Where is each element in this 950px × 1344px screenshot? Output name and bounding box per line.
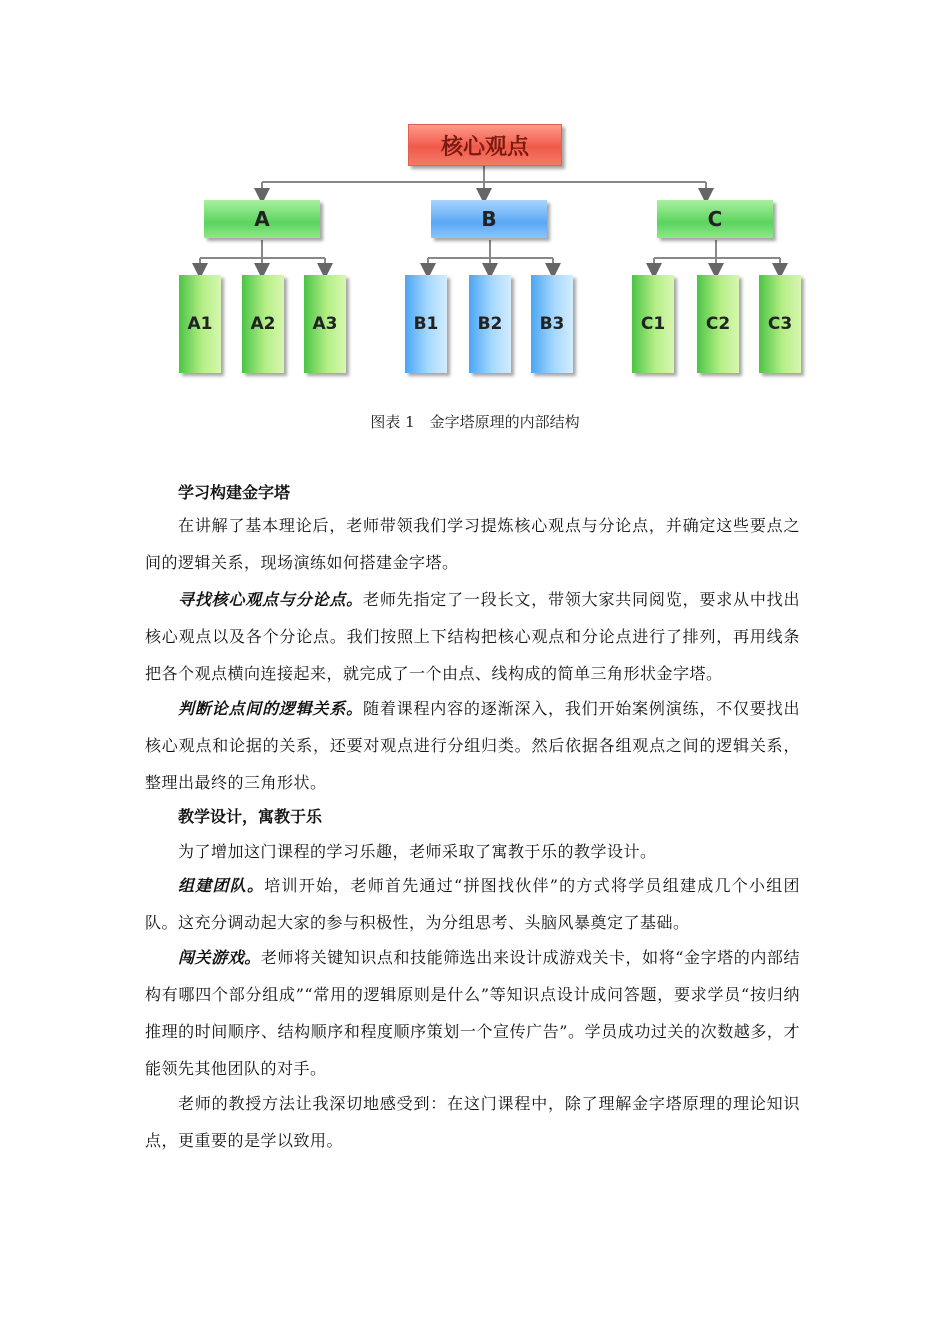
node-a3: A3 (304, 275, 346, 373)
paragraph: 在讲解了基本理论后，老师带领我们学习提炼核心观点与分论点，并确定这些要点之间的逻辑关系，现场演练如何搭建金字塔。 (145, 516, 800, 572)
paragraph-lead: 闯关游戏。 (178, 948, 261, 967)
node-b: B (431, 200, 547, 238)
node-b2: B2 (469, 275, 511, 373)
paragraph: 老师的教授方法让我深切地感受到：在这门课程中，除了理解金字塔原理的理论知识点，更重要的是学以致用。 (145, 1094, 800, 1150)
paragraph-lead: 判断论点间的逻辑关系。 (178, 699, 364, 718)
section-heading-teaching-design: 教学设计，寓教于乐 (178, 807, 323, 826)
node-c2: C2 (697, 275, 739, 373)
node-a: A (204, 200, 320, 238)
node-b3: B3 (531, 275, 573, 373)
paragraph-lead: 组建团队。 (178, 876, 265, 895)
paragraph (145, 939, 800, 1087)
paragraph (145, 867, 800, 941)
node-c3: C3 (759, 275, 801, 373)
core-idea-node: 核心观点 (408, 124, 562, 166)
paragraph-text: 培训开始，老师首先通过“拼图找伙伴”的方式将学员组建成几个小组团队。这充分调动起大家的参与积极性，为分组思考、头脑风暴奠定了基础。 (145, 876, 800, 932)
paragraph-text: 老师将关键知识点和技能筛选出来设计成游戏关卡，如将“金字塔的内部结构有哪四个部分组成”“常用的逻辑原则是什么”等知识点设计成问答题，要求学员“按归纳推理的时间顺序、结构顺序和程度顺序策划一个宣传广告”。学员成功过关的次数越多，才能领先其他团队的对手。 (145, 948, 800, 1078)
node-c: C (657, 200, 773, 238)
paragraph (145, 581, 800, 692)
paragraph-text: 老师先指定了一段长文，带领大家共同阅览，要求从中找出核心观点以及各个分论点。我们按照上下结构把核心观点和分论点进行了排列，再用线条把各个观点横向连接起来，就完成了一个由点、线构成的简单三角形状金字塔。 (145, 590, 800, 683)
node-a2: A2 (242, 275, 284, 373)
node-c1: C1 (632, 275, 674, 373)
paragraph-lead: 寻找核心观点与分论点。 (178, 590, 364, 609)
node-a1: A1 (179, 275, 221, 373)
figure-caption: 图表 1 金字塔原理的内部结构 (370, 413, 580, 431)
node-b1: B1 (405, 275, 447, 373)
section-heading-build-pyramid: 学习构建金字塔 (178, 483, 291, 502)
paragraph (145, 690, 800, 801)
pyramid-diagram (0, 0, 950, 400)
paragraph: 为了增加这门课程的学习乐趣，老师采取了寓教于乐的教学设计。 (178, 842, 657, 861)
paragraph-text: 随着课程内容的逐渐深入，我们开始案例演练，不仅要找出核心观点和论据的关系，还要对观点进行分组归类。然后依据各组观点之间的逻辑关系，整理出最终的三角形状。 (145, 699, 800, 792)
